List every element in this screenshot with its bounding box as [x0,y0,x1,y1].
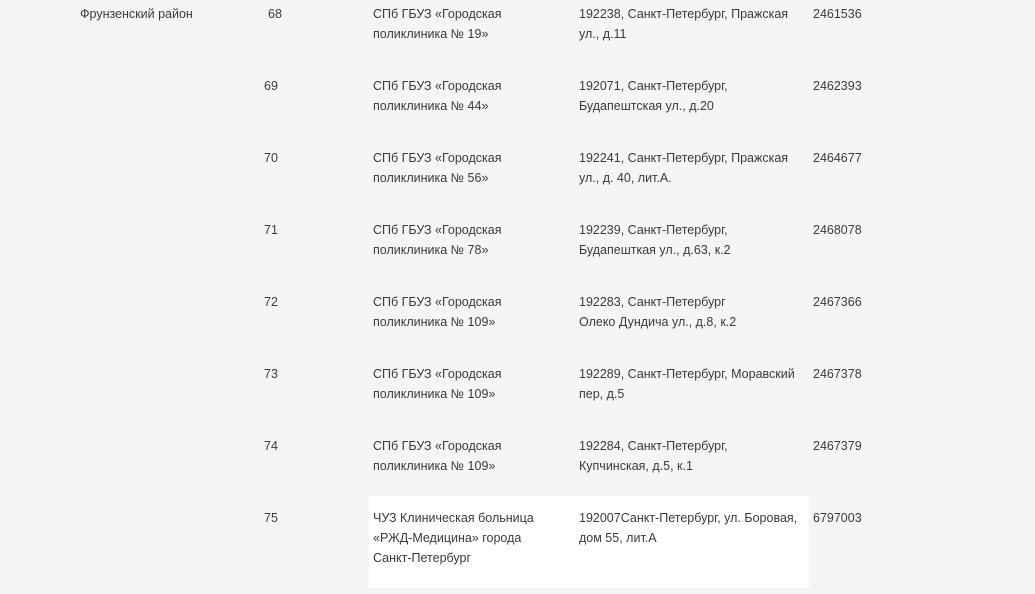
clinic-name: СПб ГБУЗ «Городская поликлиника № 109» [373,295,502,329]
clinic-name: СПб ГБУЗ «Городская поликлиника № 44» [373,79,502,113]
clinic-address: 192071, Санкт-Петербург, Будапештская ул., д.20 [579,79,728,113]
clinic-address: 192007Санкт-Петербург, ул. Боровая, дом 55, лит.А [579,511,798,545]
table-row [0,148,1035,220]
row-number: 69 [264,79,278,93]
row-number: 68 [268,7,282,21]
clinic-name: ЧУЗ Клиническая больница «РЖД-Медицина» города Санкт-Петербург [373,511,534,565]
clinic-code: 2468078 [813,223,862,237]
clinic-address: 192284, Санкт-Петербург, Купчинская, д.5, к.1 [579,439,728,473]
clinic-code: 2467366 [813,295,862,309]
clinic-name: СПб ГБУЗ «Городская поликлиника № 109» [373,439,502,473]
clinic-name: СПб ГБУЗ «Городская поликлиника № 78» [373,223,502,257]
clinic-name: СПб ГБУЗ «Городская поликлиника № 56» [373,151,502,185]
table-row [0,220,1035,292]
table-row [0,76,1035,148]
clinic-code: 6797003 [813,511,862,525]
row-number: 71 [264,223,278,237]
clinic-address: 192283, Санкт-Петербург Олеко Дундича ул., д.8, к.2 [579,295,737,329]
clinic-code: 2461536 [813,7,862,21]
row-number: 72 [264,295,278,309]
clinic-address: 192238, Санкт-Петербург, Пражская ул., д.11 [579,7,789,41]
row-number: 74 [264,439,278,453]
clinic-code: 2462393 [813,79,862,93]
clinic-address: 192241, Санкт-Петербург, Пражская ул., д. 40, лит.А. [579,151,789,185]
clinic-address: 192239, Санкт-Петербург, Будапешткая ул., д.63, к.2 [579,223,731,257]
table-row-highlighted [0,508,1035,580]
row-number: 70 [264,151,278,165]
clinic-name: СПб ГБУЗ «Городская поликлиника № 109» [373,367,502,401]
clinic-code: 2464677 [813,151,862,165]
clinic-address: 192289, Санкт-Петербург, Моравский пер, д.5 [579,367,795,401]
clinic-code: 2467379 [813,439,862,453]
clinic-name: СПб ГБУЗ «Городская поликлиника № 19» [373,7,502,41]
table-row [0,292,1035,364]
table-row [0,4,1035,76]
clinic-code: 2467378 [813,367,862,381]
row-number: 75 [264,511,278,525]
table-row [0,364,1035,436]
district-label: Фрунзенский район [80,7,193,21]
row-number: 73 [264,367,278,381]
